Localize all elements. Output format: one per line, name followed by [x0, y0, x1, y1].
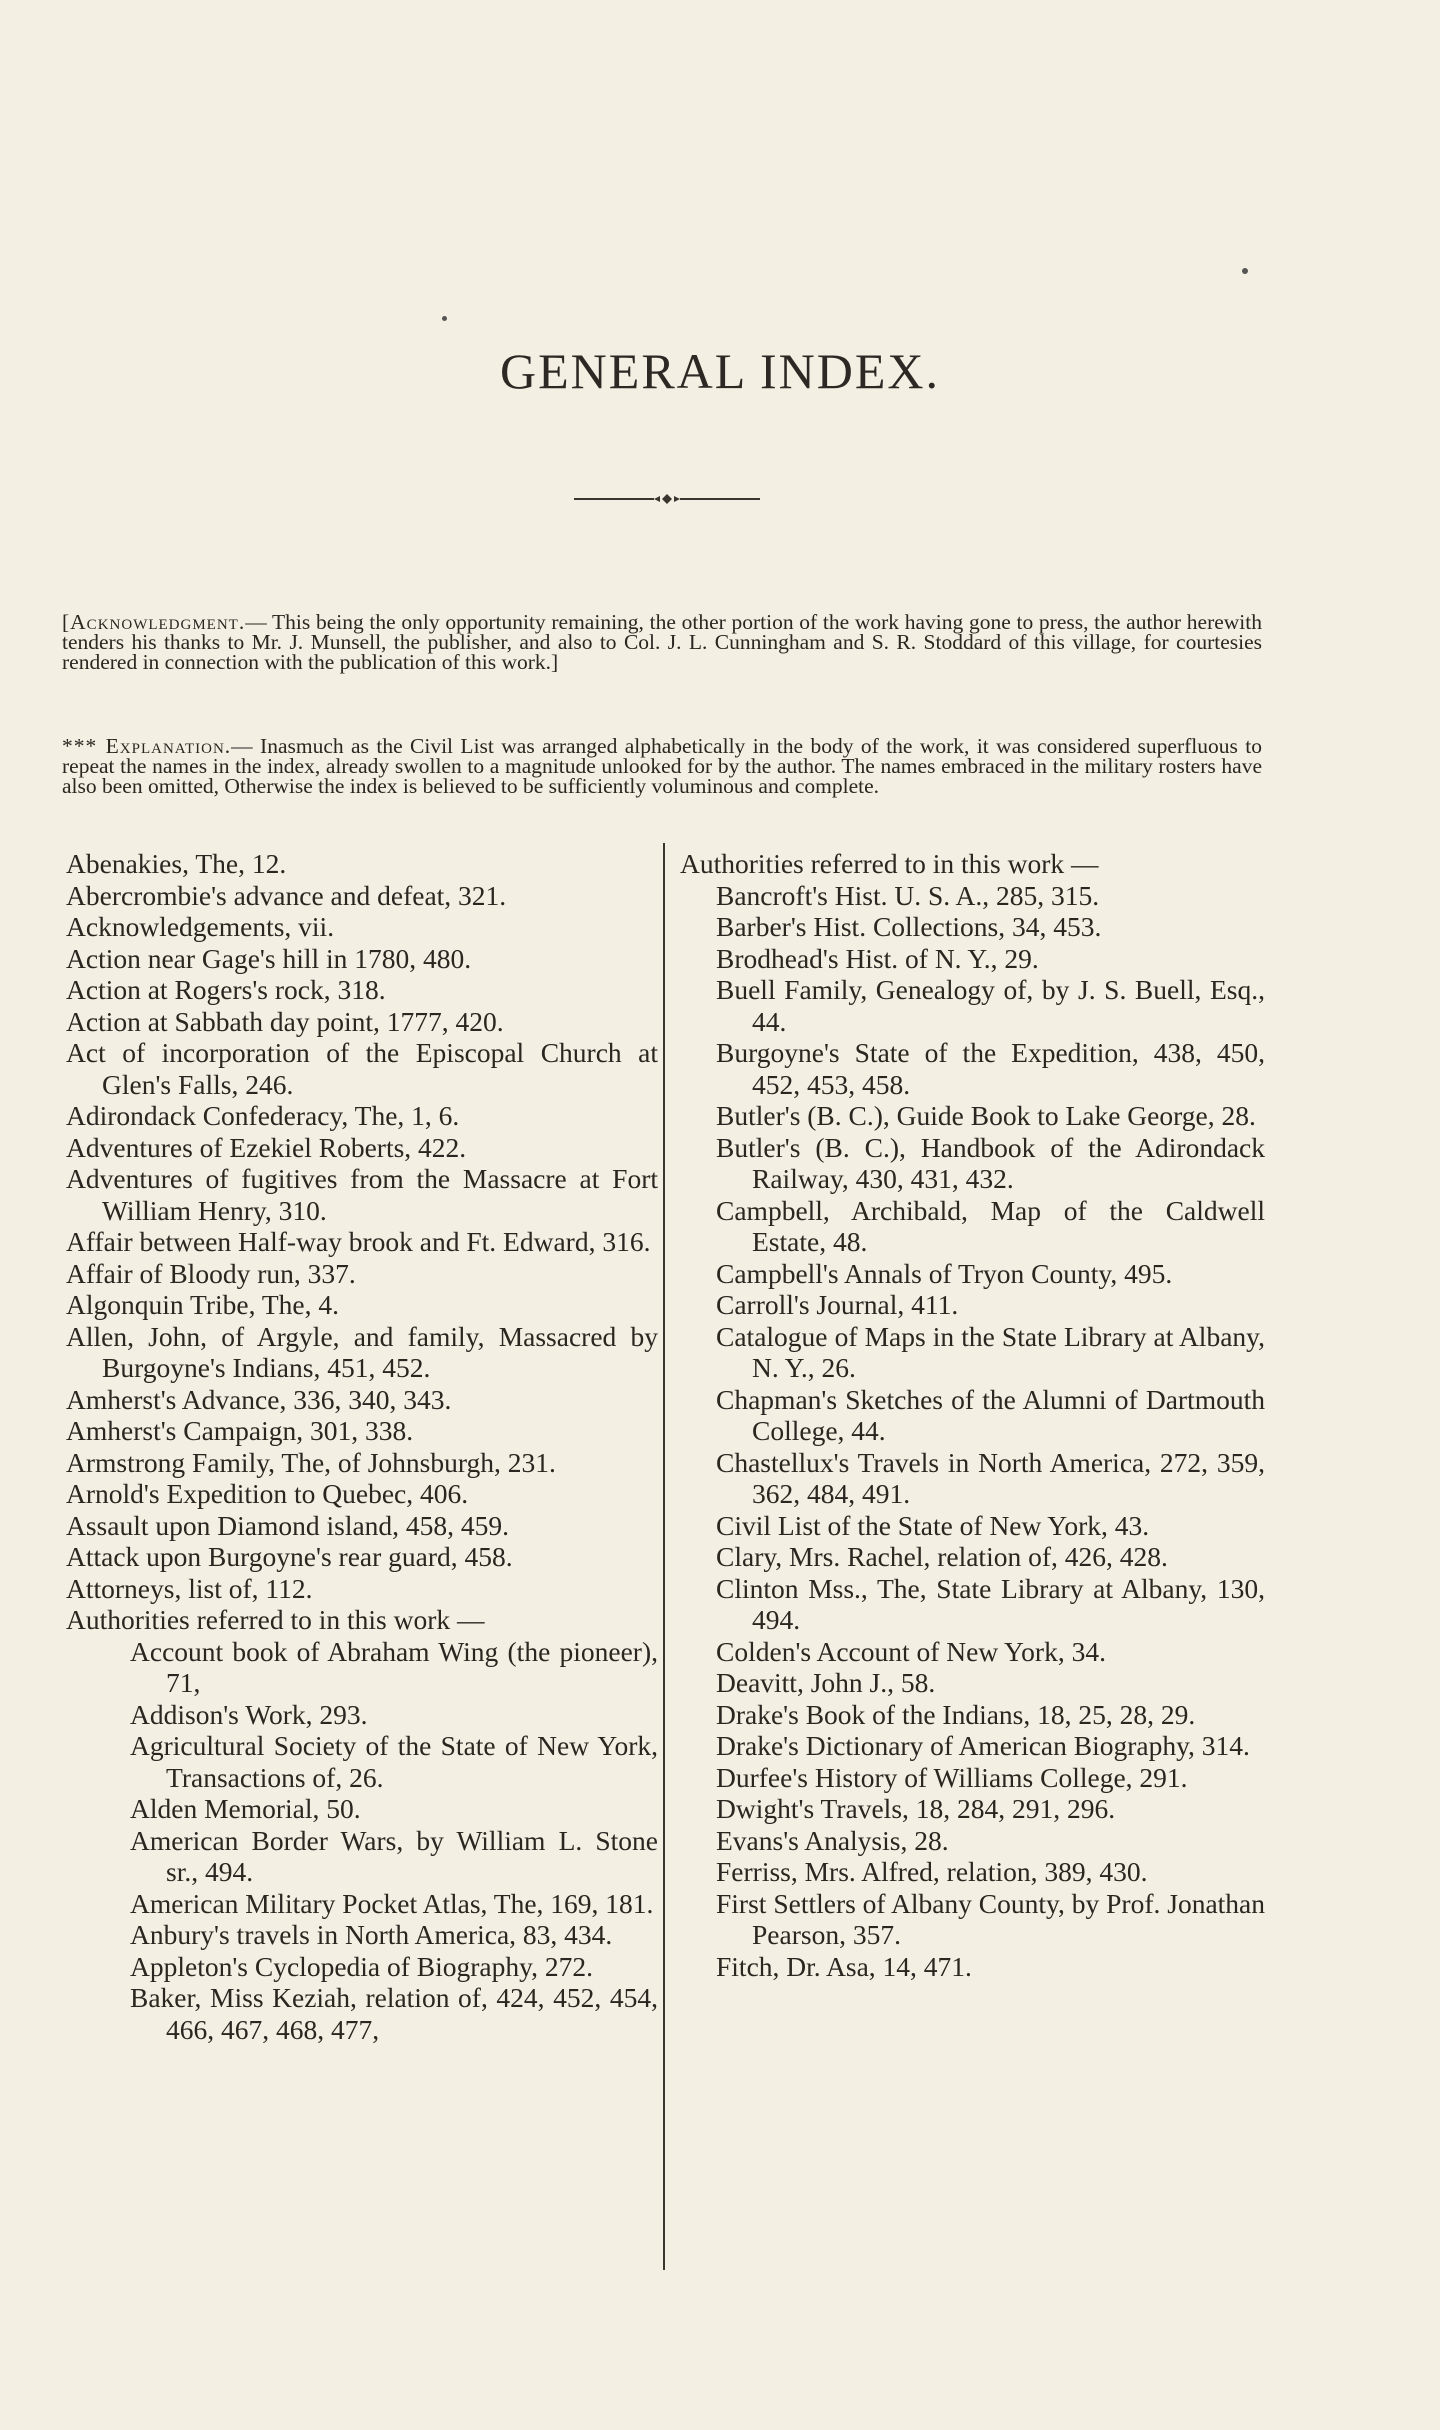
index-subentry: American Military Pocket Atlas, The, 169, 181. — [130, 1887, 654, 1919]
index-subentry: Burgoyne's State of the Expedition, 438, 450, 452, 453, 458. — [716, 1037, 1265, 1100]
index-subentry: Durfee's History of Williams College, 291. — [716, 1761, 1188, 1793]
index-subentry: Addison's Work, 293. — [130, 1698, 368, 1730]
index-subentry: Chastellux's Travels in North America, 272, 359, 362, 484, 491. — [716, 1446, 1265, 1509]
index-entry: Action at Rogers's rock, 318. — [66, 974, 386, 1005]
index-entry: Amherst's Campaign, 301, 338. — [66, 1415, 414, 1446]
index-column-right — [680, 848, 1265, 1982]
ink-speck — [442, 316, 447, 321]
index-entry: Armstrong Family, The, of Johnsburgh, 231. — [66, 1446, 556, 1478]
index-subentry: Campbell's Annals of Tryon County, 495. — [716, 1257, 1173, 1289]
index-subentry: Alden Memorial, 50. — [130, 1793, 361, 1824]
index-entry: Attack upon Burgoyne's rear guard, 458. — [66, 1541, 513, 1572]
index-entry: Algonquin Tribe, The, 4. — [66, 1289, 339, 1320]
column-divider — [663, 843, 665, 2270]
index-subentry: American Border Wars, by William L. Stone sr., 494. — [130, 1824, 658, 1887]
index-entry: Action near Gage's hill in 1780, 480. — [66, 942, 472, 974]
index-entry: Adventures of fugitives from the Massacre at Fort William Henry, 310. — [66, 1163, 658, 1226]
acknowledgment-lead: [Acknowledgment. — [62, 609, 246, 634]
index-subentry: Anbury's travels in North America, 83, 434. — [130, 1919, 613, 1950]
index-entry: Allen, John, of Argyle, and family, Massacred by Burgoyne's Indians, 451, 452. — [66, 1320, 658, 1383]
index-entry: Acknowledgements, vii. — [66, 911, 335, 942]
index-subentry: Appleton's Cyclopedia of Biography, 272. — [130, 1950, 593, 1982]
index-subentry: Clinton Mss., The, State Library at Albany, 130, 494. — [716, 1572, 1265, 1635]
index-subentry: Civil List of the State of New York, 43. — [716, 1509, 1150, 1541]
index-subentry: Catalogue of Maps in the State Library at Albany, N. Y., 26. — [716, 1320, 1265, 1383]
index-subentry: Clary, Mrs. Rachel, relation of, 426, 428. — [716, 1541, 1168, 1572]
index-entry: Action at Sabbath day point, 1777, 420. — [66, 1005, 504, 1037]
index-entry: Attorneys, list of, 112. — [66, 1572, 313, 1604]
index-entry: Arnold's Expedition to Quebec, 406. — [66, 1478, 469, 1509]
index-entry: Assault upon Diamond island, 458, 459. — [66, 1509, 510, 1541]
index-subentry: Baker, Miss Keziah, relation of, 424, 452, 454, 466, 467, 468, 477, — [130, 1982, 658, 2045]
index-subentry: Bancroft's Hist. U. S. A., 285, 315. — [716, 879, 1100, 911]
index-subentry: Fitch, Dr. Asa, 14, 471. — [716, 1950, 972, 1982]
index-entry: Affair of Bloody run, 337. — [66, 1257, 356, 1289]
index-entry: Adirondack Confederacy, The, 1, 6. — [66, 1100, 460, 1131]
index-subentry: First Settlers of Albany County, by Prof. Jonathan Pearson, 357. — [716, 1887, 1265, 1950]
index-subentry: Brodhead's Hist. of N. Y., 29. — [716, 942, 1039, 974]
index-subentry: Ferriss, Mrs. Alfred, relation, 389, 430. — [716, 1856, 1148, 1887]
index-subentry: Account book of Abraham Wing (the pioneer), 71, — [130, 1635, 658, 1698]
index-subentry: Drake's Book of the Indians, 18, 25, 28, 29. — [716, 1698, 1196, 1730]
index-subentry: Butler's (B. C.), Handbook of the Adirondack Railway, 430, 431, 432. — [716, 1131, 1265, 1194]
index-subentry: Drake's Dictionary of American Biography, 314. — [716, 1730, 1250, 1761]
index-subentry: Chapman's Sketches of the Alumni of Dartmouth College, 44. — [716, 1383, 1265, 1446]
ink-speck — [1242, 268, 1248, 274]
explanation-lead: *** Explanation. — [62, 733, 232, 758]
index-subentry: Carroll's Journal, 411. — [716, 1289, 959, 1320]
explanation-note — [62, 733, 1262, 798]
index-entry: Act of incorporation of the Episcopal Church at Glen's Falls, 246. — [66, 1037, 658, 1100]
index-subentry: Deavitt, John J., 58. — [716, 1667, 936, 1698]
acknowledgment-text: — This being the only opportunity remaining, the other portion of the work having gone to press, the author herewith tenders his thanks to Mr. J. Munsell, the publisher, and also to Col. J. L. Cunningham and S. R. Stoddard of this village, for courtesies rendered in connection with the publication of this work.] — [62, 609, 1262, 674]
index-subentry: Butler's (B. C.), Guide Book to Lake George, 28. — [716, 1100, 1256, 1131]
index-subentry: Evans's Analysis, 28. — [716, 1824, 949, 1856]
acknowledgment-note — [62, 609, 1262, 674]
index-entry: Amherst's Advance, 336, 340, 343. — [66, 1383, 452, 1415]
index-entry: Abercrombie's advance and defeat, 321. — [66, 879, 507, 911]
index-subentry: Dwight's Travels, 18, 284, 291, 296. — [716, 1793, 1116, 1824]
index-entry: Adventures of Ezekiel Roberts, 422. — [66, 1131, 467, 1163]
index-subentry: Campbell, Archibald, Map of the Caldwell Estate, 48. — [716, 1194, 1265, 1257]
index-column-left — [66, 848, 658, 2045]
index-subentry: Barber's Hist. Collections, 34, 453. — [716, 911, 1102, 942]
index-subentry: Colden's Account of New York, 34. — [716, 1635, 1106, 1667]
explanation-text: — Inasmuch as the Civil List was arranged alphabetically in the body of the work, it was considered superfluous to repeat the names in the index, already swollen to a magnitude unlooked for by the author. The names embraced in the military rosters have also been omitted, Otherwise the index is believed to be sufficiently voluminous and complete. — [62, 733, 1262, 798]
index-entry: Affair between Half-way brook and Ft. Edward, 316. — [66, 1226, 651, 1257]
title-rule-ornament — [574, 493, 760, 505]
index-entry: Abenakies, The, 12. — [66, 848, 287, 879]
index-entry: Authorities referred to in this work — — [66, 1604, 485, 1635]
index-subentry: Buell Family, Genealogy of, by J. S. Buell, Esq., 44. — [716, 974, 1265, 1037]
index-entry: Authorities referred to in this work — — [680, 848, 1099, 879]
index-subentry: Agricultural Society of the State of New York, Transactions of, 26. — [130, 1730, 658, 1793]
page-title: GENERAL INDEX. — [500, 343, 940, 399]
